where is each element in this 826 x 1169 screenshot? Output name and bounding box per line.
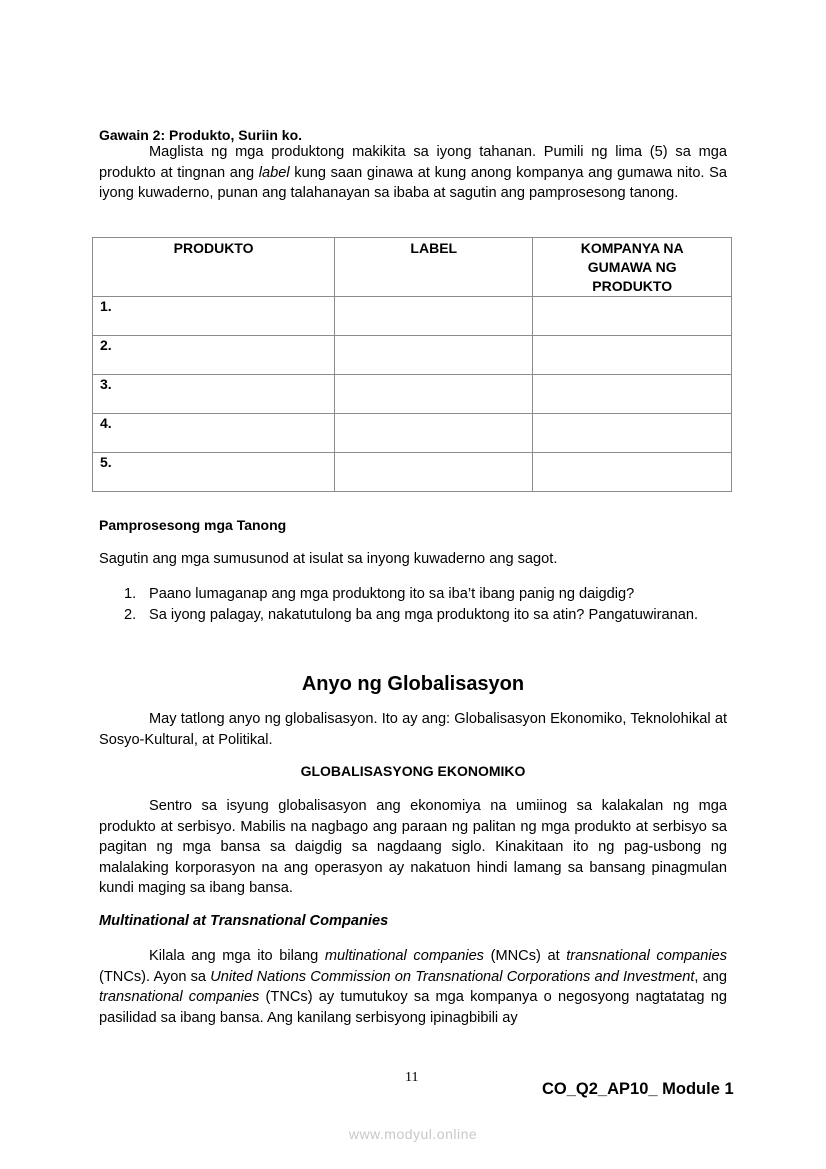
- row-number: 2.: [93, 336, 335, 375]
- table-header-row: [93, 238, 732, 297]
- row-number: 5.: [93, 453, 335, 492]
- label-cell: [335, 453, 533, 492]
- activity-title: Gawain 2: Produkto, Suriin ko.: [99, 127, 303, 143]
- table-row: [93, 336, 732, 375]
- question-item: [99, 584, 698, 605]
- questions-title: Pamprosesong mga Tanong: [99, 517, 287, 533]
- company-cell: [533, 375, 732, 414]
- table-row: [93, 297, 732, 336]
- section-intro: May tatlong anyo ng globalisasyon. Ito ay ang: Globalisasyon Ekonomiko, Teknolohikal at Sosyo-Kultural, at Politikal.: [99, 711, 727, 748]
- watermark: www.modyul.online: [348, 1126, 478, 1142]
- question-text: Sa iyong palagay, nakatutulong ba ang mga produktong ito sa atin? Pangatuwiranan.: [149, 607, 699, 623]
- row-number: 1.: [93, 297, 335, 336]
- product-table: [92, 237, 732, 492]
- question-number: 1.: [124, 586, 137, 602]
- section-title: Anyo ng Globalisasyon: [301, 673, 525, 695]
- company-cell: [533, 414, 732, 453]
- questions-list: [99, 584, 698, 626]
- row-number: 3.: [93, 375, 335, 414]
- header-label: LABEL: [335, 238, 533, 297]
- table-row: [93, 375, 732, 414]
- mnc-title: Multinational at Transnational Companies: [99, 913, 389, 929]
- company-cell: [533, 336, 732, 375]
- questions-instruction: Sagutin ang mga sumusunod at isulat sa inyong kuwaderno ang sagot.: [99, 551, 558, 567]
- company-cell: [533, 297, 732, 336]
- label-cell: [335, 414, 533, 453]
- question-number: 2.: [124, 607, 137, 623]
- module-code: CO_Q2_AP10_ Module 1: [542, 1080, 734, 1098]
- intro-label-term: label: [258, 164, 290, 181]
- company-cell: [533, 453, 732, 492]
- intro-text: Maglista ng mga produktong makikita sa iyong tahanan. Pumili ng lima (5) sa mga produkto at tingnan ang: [99, 144, 727, 181]
- intro-text-cont: kung saan ginawa at kung anong kompanya ang gumawa nito. Sa iyong kuwaderno, punan ang talahanayan sa ibaba at sagutin ang pamprosesong tanong.: [99, 164, 727, 201]
- question-item: [99, 605, 698, 626]
- row-number: 4.: [93, 414, 335, 453]
- label-cell: [335, 336, 533, 375]
- page-number: 11: [405, 1070, 419, 1085]
- question-text: Paano lumaganap ang mga produktong ito sa iba’t ibang panig ng daigdig?: [149, 586, 635, 602]
- header-kompanya-text: KOMPANYA NA GUMAWA NG PRODUKTO: [580, 240, 684, 294]
- label-cell: [335, 297, 533, 336]
- header-kompanya: [533, 238, 732, 297]
- label-cell: [335, 375, 533, 414]
- table-row: [93, 453, 732, 492]
- subsection-title: GLOBALISASYONG EKONOMIKO: [300, 763, 526, 779]
- mnc-paragraph: Kilala ang mga ito bilang multinational companies (MNCs) at transnational companies (TNCs). Ayon sa United Nations Commission on Transnational Corporations and Investment, ang transnational companies (TNCs) ay tumutukoy sa mga kompanya o negosyong nagtatatag ng pasilidad sa ibang bansa. Ang kanilang serbisyong ipinagbibili ay: [99, 948, 728, 1026]
- economic-paragraph: Sentro sa isyung globalisasyon ang ekonomiya na umiinog sa kalakalan ng mga produkto at serbisyo. Mabilis na nagbago ang paraan ng palitan ng mga produkto at serbisyo sa pagitan ng mga bansa sa daigdig sa nagdaang siglo. Kinakitaan ito ng pag-usbong ng malalaking korporasyon na ang operasyon ay nakatuon hindi lamang sa bansang pinagmulan kundi maging sa ibang bansa.: [99, 798, 727, 896]
- header-produkto: PRODUKTO: [93, 238, 335, 297]
- table-row: [93, 414, 732, 453]
- activity-instructions: [99, 142, 727, 204]
